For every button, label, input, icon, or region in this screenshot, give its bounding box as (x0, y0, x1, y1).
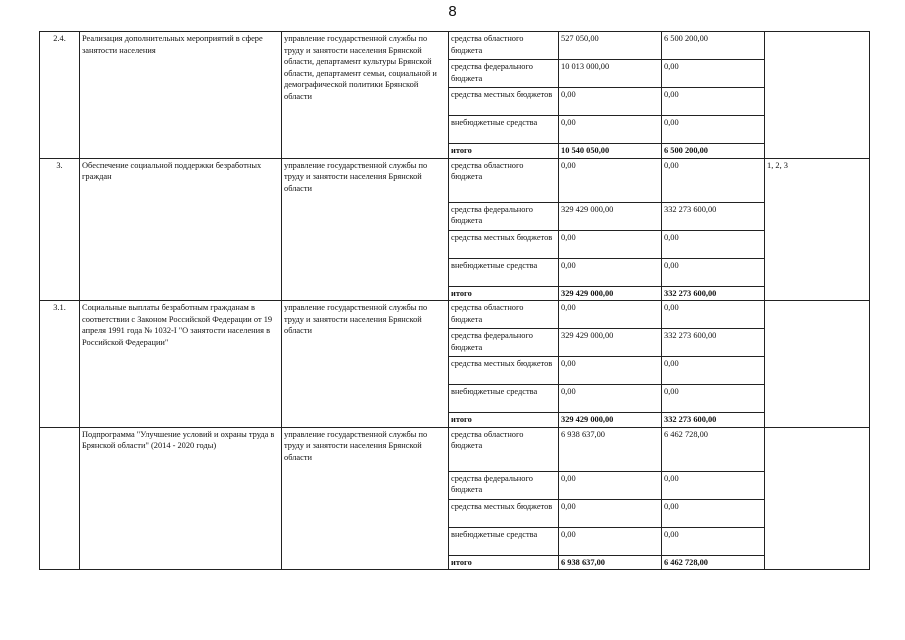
amount-year-1: 6 938 637,00 (559, 427, 662, 471)
item-executor: управление государственной службы по труду и занятости населения Брянской области (282, 158, 449, 301)
amount-year-2: 6 500 200,00 (662, 32, 765, 60)
table-row (40, 32, 870, 60)
funding-source: средства областного бюджета (449, 32, 559, 60)
item-executor: управление государственной службы по труду и занятости населения Брянской области, департамент культуры Брянской области, департамент семьи, социальной и демографической политики Брянской области (282, 32, 449, 159)
amount-year-1: 0,00 (559, 116, 662, 144)
amount-year-1: 0,00 (559, 385, 662, 413)
amount-year-2: 332 273 600,00 (662, 202, 765, 230)
amount-year-2: 6 462 728,00 (662, 427, 765, 471)
amount-year-1: 329 429 000,00 (559, 286, 662, 301)
amount-year-2: 6 500 200,00 (662, 144, 765, 159)
funding-source: итого (449, 144, 559, 159)
funding-source: средства местных бюджетов (449, 88, 559, 116)
funding-source: итого (449, 286, 559, 301)
table-row (40, 427, 870, 471)
item-name: Подпрограмма "Улучшение условий и охраны труда в Брянской области" (2014 - 2020 годы) (80, 427, 282, 570)
target-indicators: 1, 2, 3 (765, 158, 870, 301)
amount-year-1: 0,00 (559, 527, 662, 555)
funding-source: средства областного бюджета (449, 301, 559, 329)
funding-source: внебюджетные средства (449, 116, 559, 144)
funding-source: средства местных бюджетов (449, 499, 559, 527)
item-number (40, 427, 80, 570)
amount-year-1: 0,00 (559, 301, 662, 329)
item-name: Социальные выплаты безработным гражданам в соответствии с Законом Российской Федерации от 19 апреля 1991 года № 1032-I "О занятости населения в Российской Федерации" (80, 301, 282, 428)
amount-year-2: 332 273 600,00 (662, 413, 765, 428)
amount-year-1: 0,00 (559, 499, 662, 527)
funding-source: средства федерального бюджета (449, 329, 559, 357)
amount-year-1: 0,00 (559, 158, 662, 202)
amount-year-1: 329 429 000,00 (559, 202, 662, 230)
funding-source: средства федерального бюджета (449, 471, 559, 499)
amount-year-1: 6 938 637,00 (559, 555, 662, 570)
item-executor: управление государственной службы по труду и занятости населения Брянской области (282, 301, 449, 428)
item-name: Обеспечение социальной поддержки безработных граждан (80, 158, 282, 301)
amount-year-1: 0,00 (559, 471, 662, 499)
amount-year-2: 0,00 (662, 499, 765, 527)
funding-source: средства федерального бюджета (449, 202, 559, 230)
table-row (40, 158, 870, 202)
amount-year-2: 0,00 (662, 258, 765, 286)
amount-year-2: 0,00 (662, 158, 765, 202)
amount-year-2: 0,00 (662, 301, 765, 329)
funding-source: средства местных бюджетов (449, 230, 559, 258)
funding-source: внебюджетные средства (449, 385, 559, 413)
amount-year-2: 0,00 (662, 385, 765, 413)
amount-year-2: 6 462 728,00 (662, 555, 765, 570)
page-number: 8 (448, 3, 457, 20)
amount-year-1: 0,00 (559, 258, 662, 286)
funding-source: итого (449, 555, 559, 570)
amount-year-2: 0,00 (662, 116, 765, 144)
amount-year-1: 527 050,00 (559, 32, 662, 60)
item-executor: управление государственной службы по труду и занятости населения Брянской области (282, 427, 449, 570)
amount-year-2: 0,00 (662, 60, 765, 88)
item-number: 2.4. (40, 32, 80, 159)
target-indicators (765, 32, 870, 159)
funding-source: средства областного бюджета (449, 158, 559, 202)
amount-year-2: 332 273 600,00 (662, 286, 765, 301)
target-indicators (765, 427, 870, 570)
table-row (40, 301, 870, 329)
amount-year-2: 332 273 600,00 (662, 329, 765, 357)
funding-source: итого (449, 413, 559, 428)
amount-year-2: 0,00 (662, 527, 765, 555)
amount-year-1: 0,00 (559, 230, 662, 258)
amount-year-1: 10 540 050,00 (559, 144, 662, 159)
target-indicators (765, 301, 870, 428)
amount-year-2: 0,00 (662, 88, 765, 116)
funding-source: внебюджетные средства (449, 527, 559, 555)
item-number: 3.1. (40, 301, 80, 428)
funding-source: внебюджетные средства (449, 258, 559, 286)
item-number: 3. (40, 158, 80, 301)
funding-source: средства местных бюджетов (449, 357, 559, 385)
amount-year-2: 0,00 (662, 357, 765, 385)
amount-year-1: 329 429 000,00 (559, 329, 662, 357)
item-name: Реализация дополнительных мероприятий в сфере занятости населения (80, 32, 282, 159)
budget-table (39, 31, 870, 570)
amount-year-1: 0,00 (559, 88, 662, 116)
amount-year-1: 0,00 (559, 357, 662, 385)
amount-year-1: 10 013 000,00 (559, 60, 662, 88)
amount-year-1: 329 429 000,00 (559, 413, 662, 428)
funding-source: средства федерального бюджета (449, 60, 559, 88)
funding-source: средства областного бюджета (449, 427, 559, 471)
amount-year-2: 0,00 (662, 230, 765, 258)
amount-year-2: 0,00 (662, 471, 765, 499)
